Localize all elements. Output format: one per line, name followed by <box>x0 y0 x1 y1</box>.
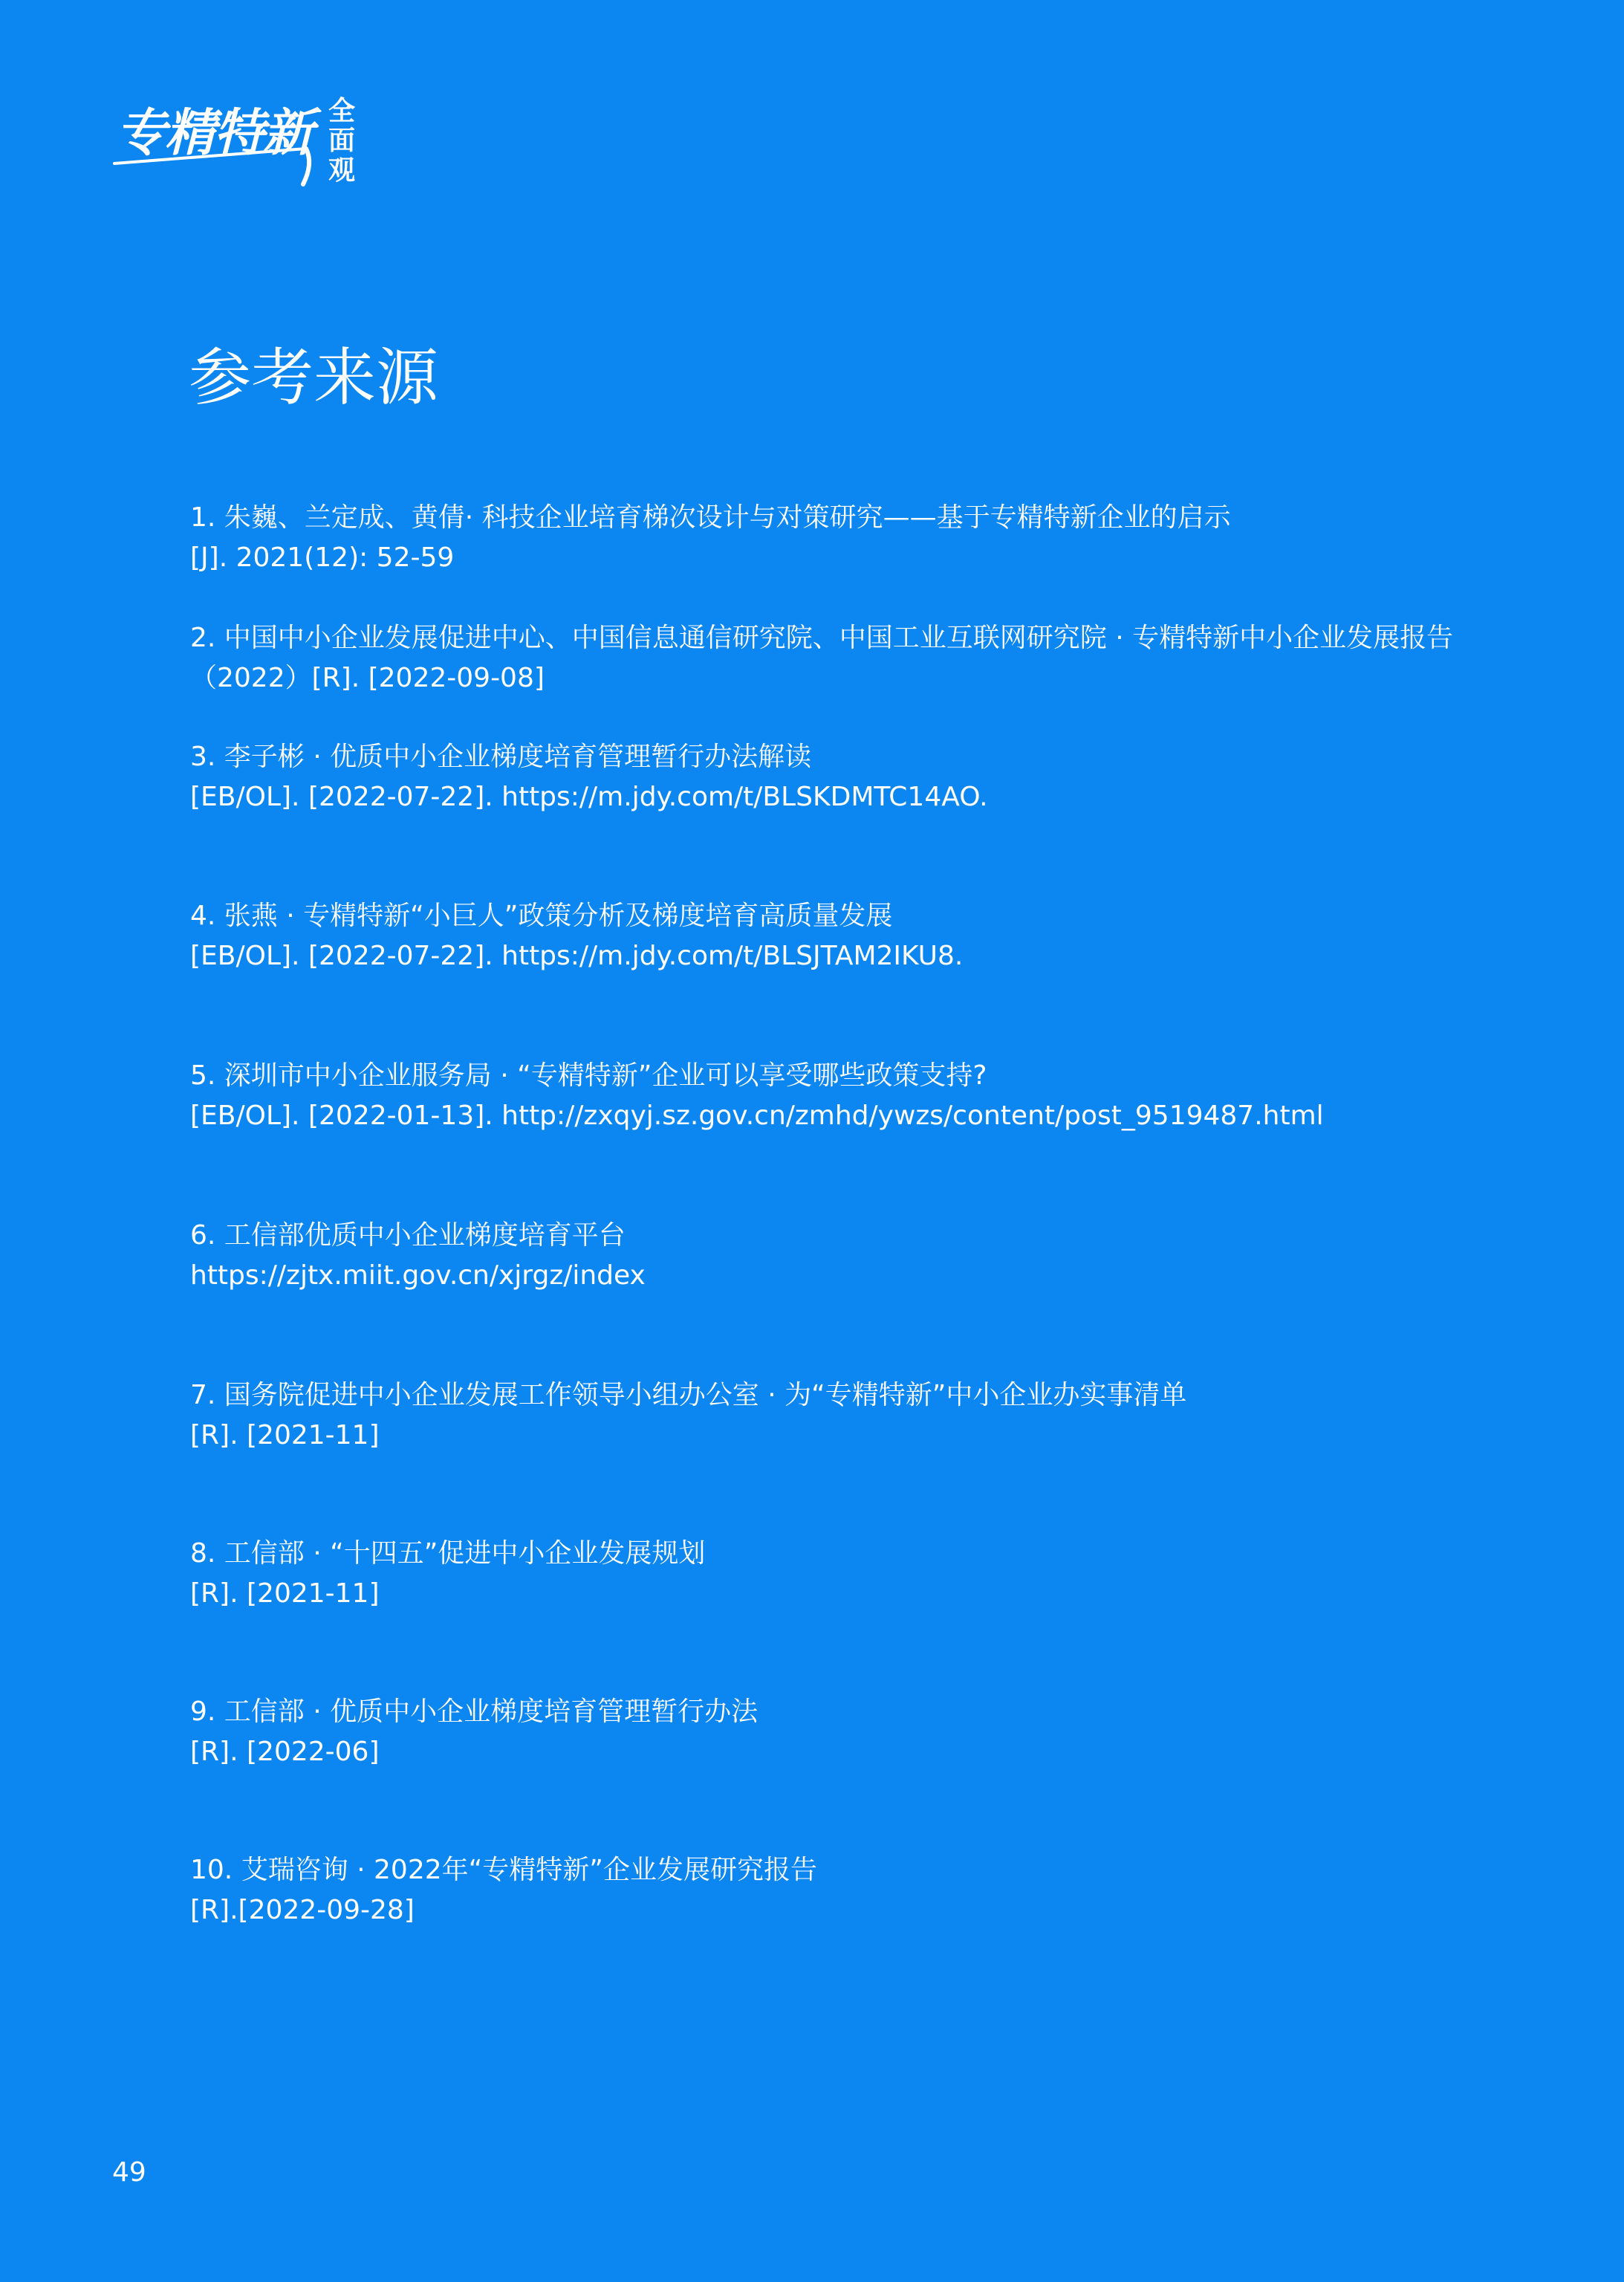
reference-source: [EB/OL]. [2022-07-22]. https://m.jdy.com/t/BLSJTAM2IKU8. <box>190 941 964 971</box>
reference-title: 2. 中国中小企业发展促进中心、中国信息通信研究院、中国工业互联网研究院 · 专精特新中小企业发展报告 <box>190 623 1454 653</box>
reference-item <box>190 1534 705 1614</box>
reference-item <box>190 896 963 976</box>
reference-title: 4. 张燕 · 专精特新“小巨人”政策分析及梯度培育高质量发展 <box>190 901 893 931</box>
reference-source: [R]. [2021-11] <box>190 1578 380 1609</box>
reference-item <box>190 498 1231 578</box>
reference-source: [EB/OL]. [2022-01-13]. http://zxqyj.sz.gov.cn/zmhd/ywzs/content/post_9519487.html <box>190 1101 1324 1131</box>
reference-item <box>190 1216 646 1296</box>
page-title: 参考来源 <box>189 341 439 414</box>
reference-title: 1. 朱巍、兰定成、黄倩· 科技企业培育梯次设计与对策研究——基于专精特新企业的启示 <box>190 502 1231 533</box>
reference-item <box>190 737 988 817</box>
reference-item <box>190 1692 758 1772</box>
reference-source: [R]. [2022-06] <box>190 1737 380 1767</box>
reference-source: [J]. 2021(12): 52-59 <box>190 542 455 573</box>
reference-item <box>190 1056 1324 1136</box>
reference-source: [EB/OL]. [2022-07-22]. https://m.jdy.com/t/BLSKDMTC14AO. <box>190 782 988 812</box>
reference-source: （2022）[R]. [2022-09-08] <box>190 663 545 693</box>
page-number: 49 <box>112 2157 146 2188</box>
logo-stacked-text <box>321 97 363 186</box>
logo-stack-char: 面 <box>328 126 355 156</box>
reference-title: 10. 艾瑞咨询 · 2022年“专精特新”企业发展研究报告 <box>190 1855 817 1885</box>
reference-item <box>190 1850 817 1931</box>
reference-title: 3. 李子彬 · 优质中小企业梯度培育管理暂行办法解读 <box>190 742 812 772</box>
reference-title: 8. 工信部 · “十四五”促进中小企业发展规划 <box>190 1538 706 1569</box>
reference-source: [R].[2022-09-28] <box>190 1895 415 1925</box>
logo-stack-char: 全 <box>328 96 355 126</box>
reference-title: 5. 深圳市中小企业服务局 · “专精特新”企业可以享受哪些政策支持? <box>190 1060 987 1091</box>
reference-item <box>190 1375 1186 1456</box>
logo-main-text: 专精特新 <box>116 104 313 163</box>
reference-title: 7. 国务院促进中小企业发展工作领导小组办公室 · 为“专精特新”中小企业办实事清单 <box>190 1380 1187 1410</box>
reference-title: 6. 工信部优质中小企业梯度培育平台 <box>190 1220 626 1251</box>
brand-logo <box>111 97 364 193</box>
reference-item <box>190 618 1453 698</box>
reference-source: [R]. [2021-11] <box>190 1420 380 1450</box>
reference-title: 9. 工信部 · 优质中小企业梯度培育管理暂行办法 <box>190 1696 759 1727</box>
reference-source: https://zjtx.miit.gov.cn/xjrgz/index <box>190 1260 646 1291</box>
logo-stack-char: 观 <box>328 155 355 186</box>
